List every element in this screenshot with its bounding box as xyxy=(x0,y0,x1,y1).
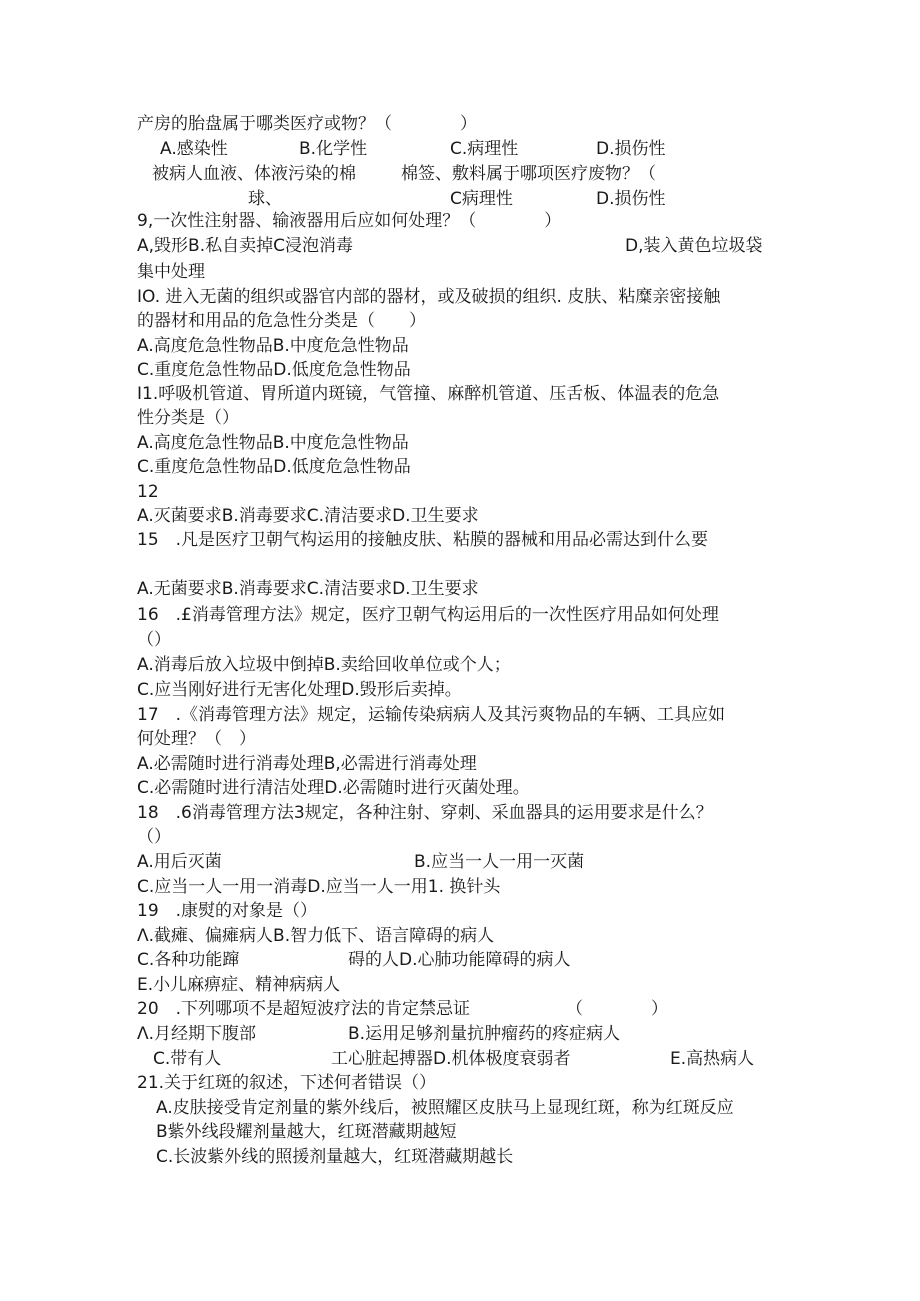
question-20-stem: 20 .下列哪项不是超短波疗法的肯定禁忌证 xyxy=(137,999,471,1019)
question-19-option-c: C.各种功能蹿 xyxy=(137,950,240,970)
question-21-option-b: B紫外线段耀剂量越大，红斑潜藏期越短 xyxy=(156,1122,457,1142)
question-20-option-e: E.高热病人 xyxy=(670,1049,755,1069)
question-15-stem: 15 .凡是医疗卫朝气构运用的接触皮肤、粘膜的器械和用品必需达到什么要 xyxy=(137,530,709,550)
option-b: B.化学性 xyxy=(299,139,368,159)
question-18-stem: 18 .6消毒管理方法3规定，各种注射、穿刺、采血器具的运用要求是什么？ xyxy=(137,803,713,823)
option-c: C.病理性 xyxy=(450,139,519,159)
question-11-stem-cont: 性分类是（） xyxy=(137,408,239,428)
question-9-stem: 9,一次性注射器、输液器用后应如何处理？（ ） xyxy=(137,211,562,231)
question-12-number: 12 xyxy=(137,482,159,502)
question-12-options: A.灭菌要求B.消毒要求C.清洁要求D.卫生要求 xyxy=(137,506,479,526)
question-20-answer-blank: （ ） xyxy=(566,999,668,1019)
question-stem-part: 球、 xyxy=(248,189,282,209)
option-c: C病理性 xyxy=(450,189,513,209)
question-18-options: C.应当一人一用一消毒D.应当一人一用1. 换针头 xyxy=(137,877,501,897)
question-stem-part: 棉签、敷料属于哪项医疗废物？（ xyxy=(401,164,656,184)
question-9-options: A,毁形B.私自卖掉C浸泡消毒 xyxy=(137,236,353,256)
question-10-options: A.高度危急性物品B.中度危急性物品 xyxy=(137,336,409,356)
question-20-option-a: Λ.月经期下腹部 xyxy=(137,1024,257,1044)
question-18-option-a: A.用后灭菌 xyxy=(137,852,222,872)
question-16-options: A.消毒后放入垃圾中倒掉B.卖给回收单位或个人； xyxy=(137,655,511,675)
question-18-option-b: B.应当一人一用一灭菌 xyxy=(414,852,585,872)
question-16-options: C.应当刚好进行无害化处理D.毁形后卖掉。 xyxy=(137,680,462,700)
question-8-stem: 产房的胎盘属于哪类医疗或物？（ ） xyxy=(137,114,477,134)
question-10-options: C.重度危急性物品D.低度危急性物品 xyxy=(137,360,411,380)
question-21-option-a: A.皮肤接受肯定剂量的紫外线后，被照耀区皮肤马上显现红斑，称为红斑反应 xyxy=(156,1098,734,1118)
question-10-stem: IO. 进入无菌的组织或器官内部的器材，或及破损的组织. 皮肤、粘糜亲密接触 xyxy=(137,287,721,307)
question-17-options: C.必需随时进行清洁处理D.必需随时进行灭菌处理。 xyxy=(137,778,530,798)
question-16-stem: 16 .£消毒管理方法》规定，医疗卫朝气构运用后的一次性医疗用品如何处理 xyxy=(137,605,719,625)
question-21-stem: 21.关于红斑的叙述，下述何者错误（） xyxy=(137,1073,437,1093)
question-15-options: A.无菌要求B.消毒要求C.清洁要求D.卫生要求 xyxy=(137,579,479,599)
question-20-option-b: B.运用足够剂量抗肿瘤药的疼症病人 xyxy=(348,1024,621,1044)
question-17-options: A.必需随时进行消毒处理B,必需进行消毒处理 xyxy=(137,754,477,774)
question-11-stem: I1.呼吸机管道、胃所道内斑镜，气管撞、麻醉机管道、压舌板、体温表的危急 xyxy=(137,384,720,404)
question-11-options: C.重度危急性物品D.低度危急性物品 xyxy=(137,457,411,477)
question-20-option-c: C.带有人 xyxy=(153,1049,222,1069)
question-19-options: Λ.截瘫、偏瘫病人B.智力低下、语言障碍的病人 xyxy=(137,926,495,946)
question-19-stem: 19 .康熨的对象是（） xyxy=(137,901,318,921)
question-9-option-d: D,装入黄色垃圾袋 xyxy=(625,236,763,256)
question-21-option-c: C.长波紫外线的照援剂量越大，红斑潜藏期越长 xyxy=(156,1147,514,1167)
question-9-option-d-cont: 集中处理 xyxy=(137,262,205,282)
option-d: D.损伤性 xyxy=(596,139,666,159)
question-18-stem-cont: （） xyxy=(137,827,171,847)
question-11-options: A.高度危急性物品B.中度危急性物品 xyxy=(137,433,409,453)
question-19-option-c-cont: 碍的人D.心肺功能障碍的病人 xyxy=(348,950,571,970)
option-d: D.损伤性 xyxy=(596,189,666,209)
question-16-stem-cont: （） xyxy=(137,630,171,650)
question-20-option-c-cont: 工心脏起搏器D.机体极度衰弱者 xyxy=(331,1049,571,1069)
question-17-stem-cont: 何处理？（ ） xyxy=(137,729,256,749)
option-a: A.感染性 xyxy=(160,139,228,159)
question-19-option-e: E.小儿麻痹症、精神病病人 xyxy=(137,975,341,995)
question-stem-part: 被病人血液、体液污染的棉 xyxy=(152,164,356,184)
question-17-stem: 17 .《消毒管理方法》规定，运输传染病病人及其污爽物品的车辆、工具应如 xyxy=(137,705,726,725)
question-10-stem-cont: 的器材和用品的危急性分类是（ ） xyxy=(137,311,426,331)
